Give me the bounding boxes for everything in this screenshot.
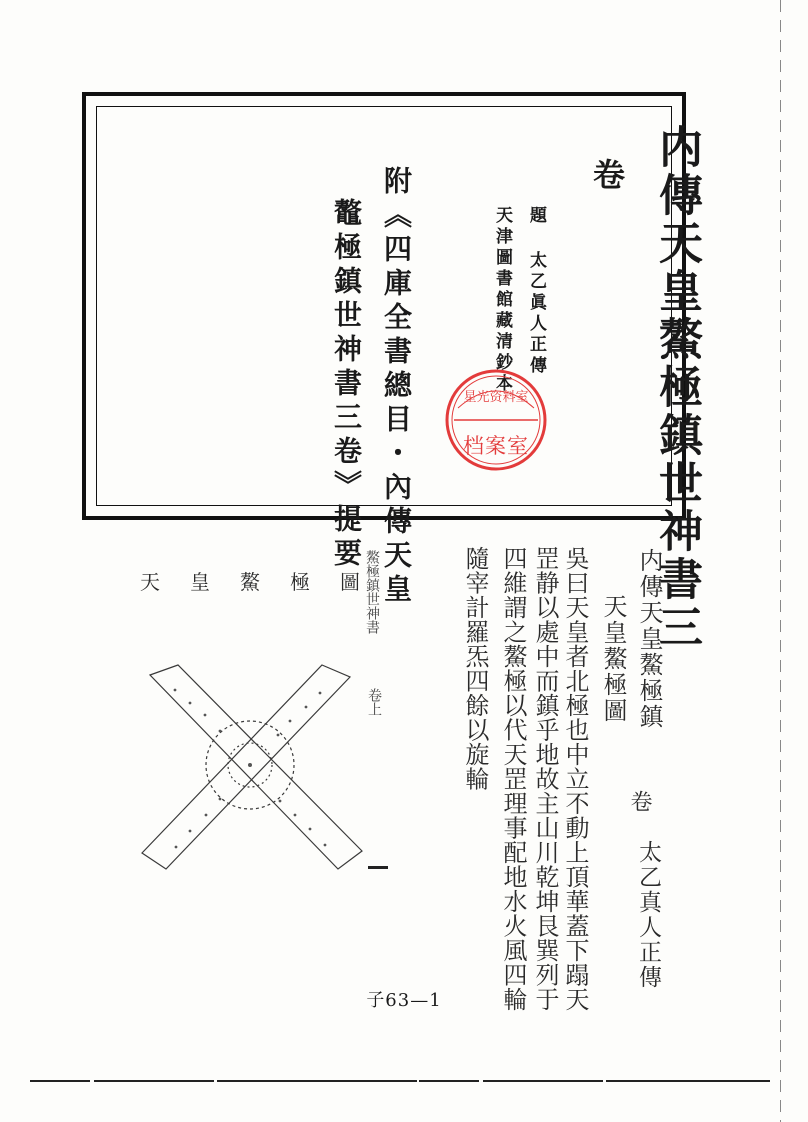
appendix-note-line2: 鼇極鎮世神書三卷》提要 <box>330 198 363 572</box>
facsimile-heading: 天皇鰲極圖 <box>599 594 627 724</box>
facsimile-volume: 卷 <box>627 790 652 812</box>
margin-volume: 卷上 <box>366 688 382 716</box>
page-number-mark <box>368 866 388 869</box>
book-title: 内傳天皇鰲極鎮世神書三 <box>651 124 702 652</box>
stamp-top-text: 星光资料室 <box>463 390 529 405</box>
bottom-rule <box>30 1080 770 1082</box>
aoji-x-diagram <box>130 655 370 880</box>
margin-book-name: 鰲極鎮世神書 <box>364 550 380 634</box>
page-reference: 子63—1 <box>366 990 442 1011</box>
text-column: 四維謂之鰲極以代天罡理事配地水火風四輪 <box>499 546 527 1012</box>
appendix-note-line1: 附《四庫全書總目・內傳天皇 <box>380 166 413 608</box>
stamp-bottom-text: 档案室 <box>463 434 529 458</box>
right-edge-rule <box>780 0 781 1122</box>
book-title-continued: 卷 <box>588 158 626 190</box>
text-column: 吳曰天皇者北極也中立不動上頂華蓋下蹋天 <box>561 546 589 1012</box>
byline-author: 題 太乙眞人正傳 <box>526 206 546 377</box>
facsimile-author: 太乙真人正傳 <box>635 840 661 990</box>
text-column: 罡静以處中而鎮乎地故主山川乾坤艮巽列于 <box>531 546 559 1012</box>
text-column: 隨宰計羅炁四餘以旋輪 <box>461 546 489 791</box>
byline-source: 天津圖書館藏清鈔本 <box>492 206 512 395</box>
diagram-title: 天皇鰲極圖 <box>140 570 390 594</box>
facsimile-page-title: 内傳天皇鰲極鎮 <box>635 548 663 730</box>
